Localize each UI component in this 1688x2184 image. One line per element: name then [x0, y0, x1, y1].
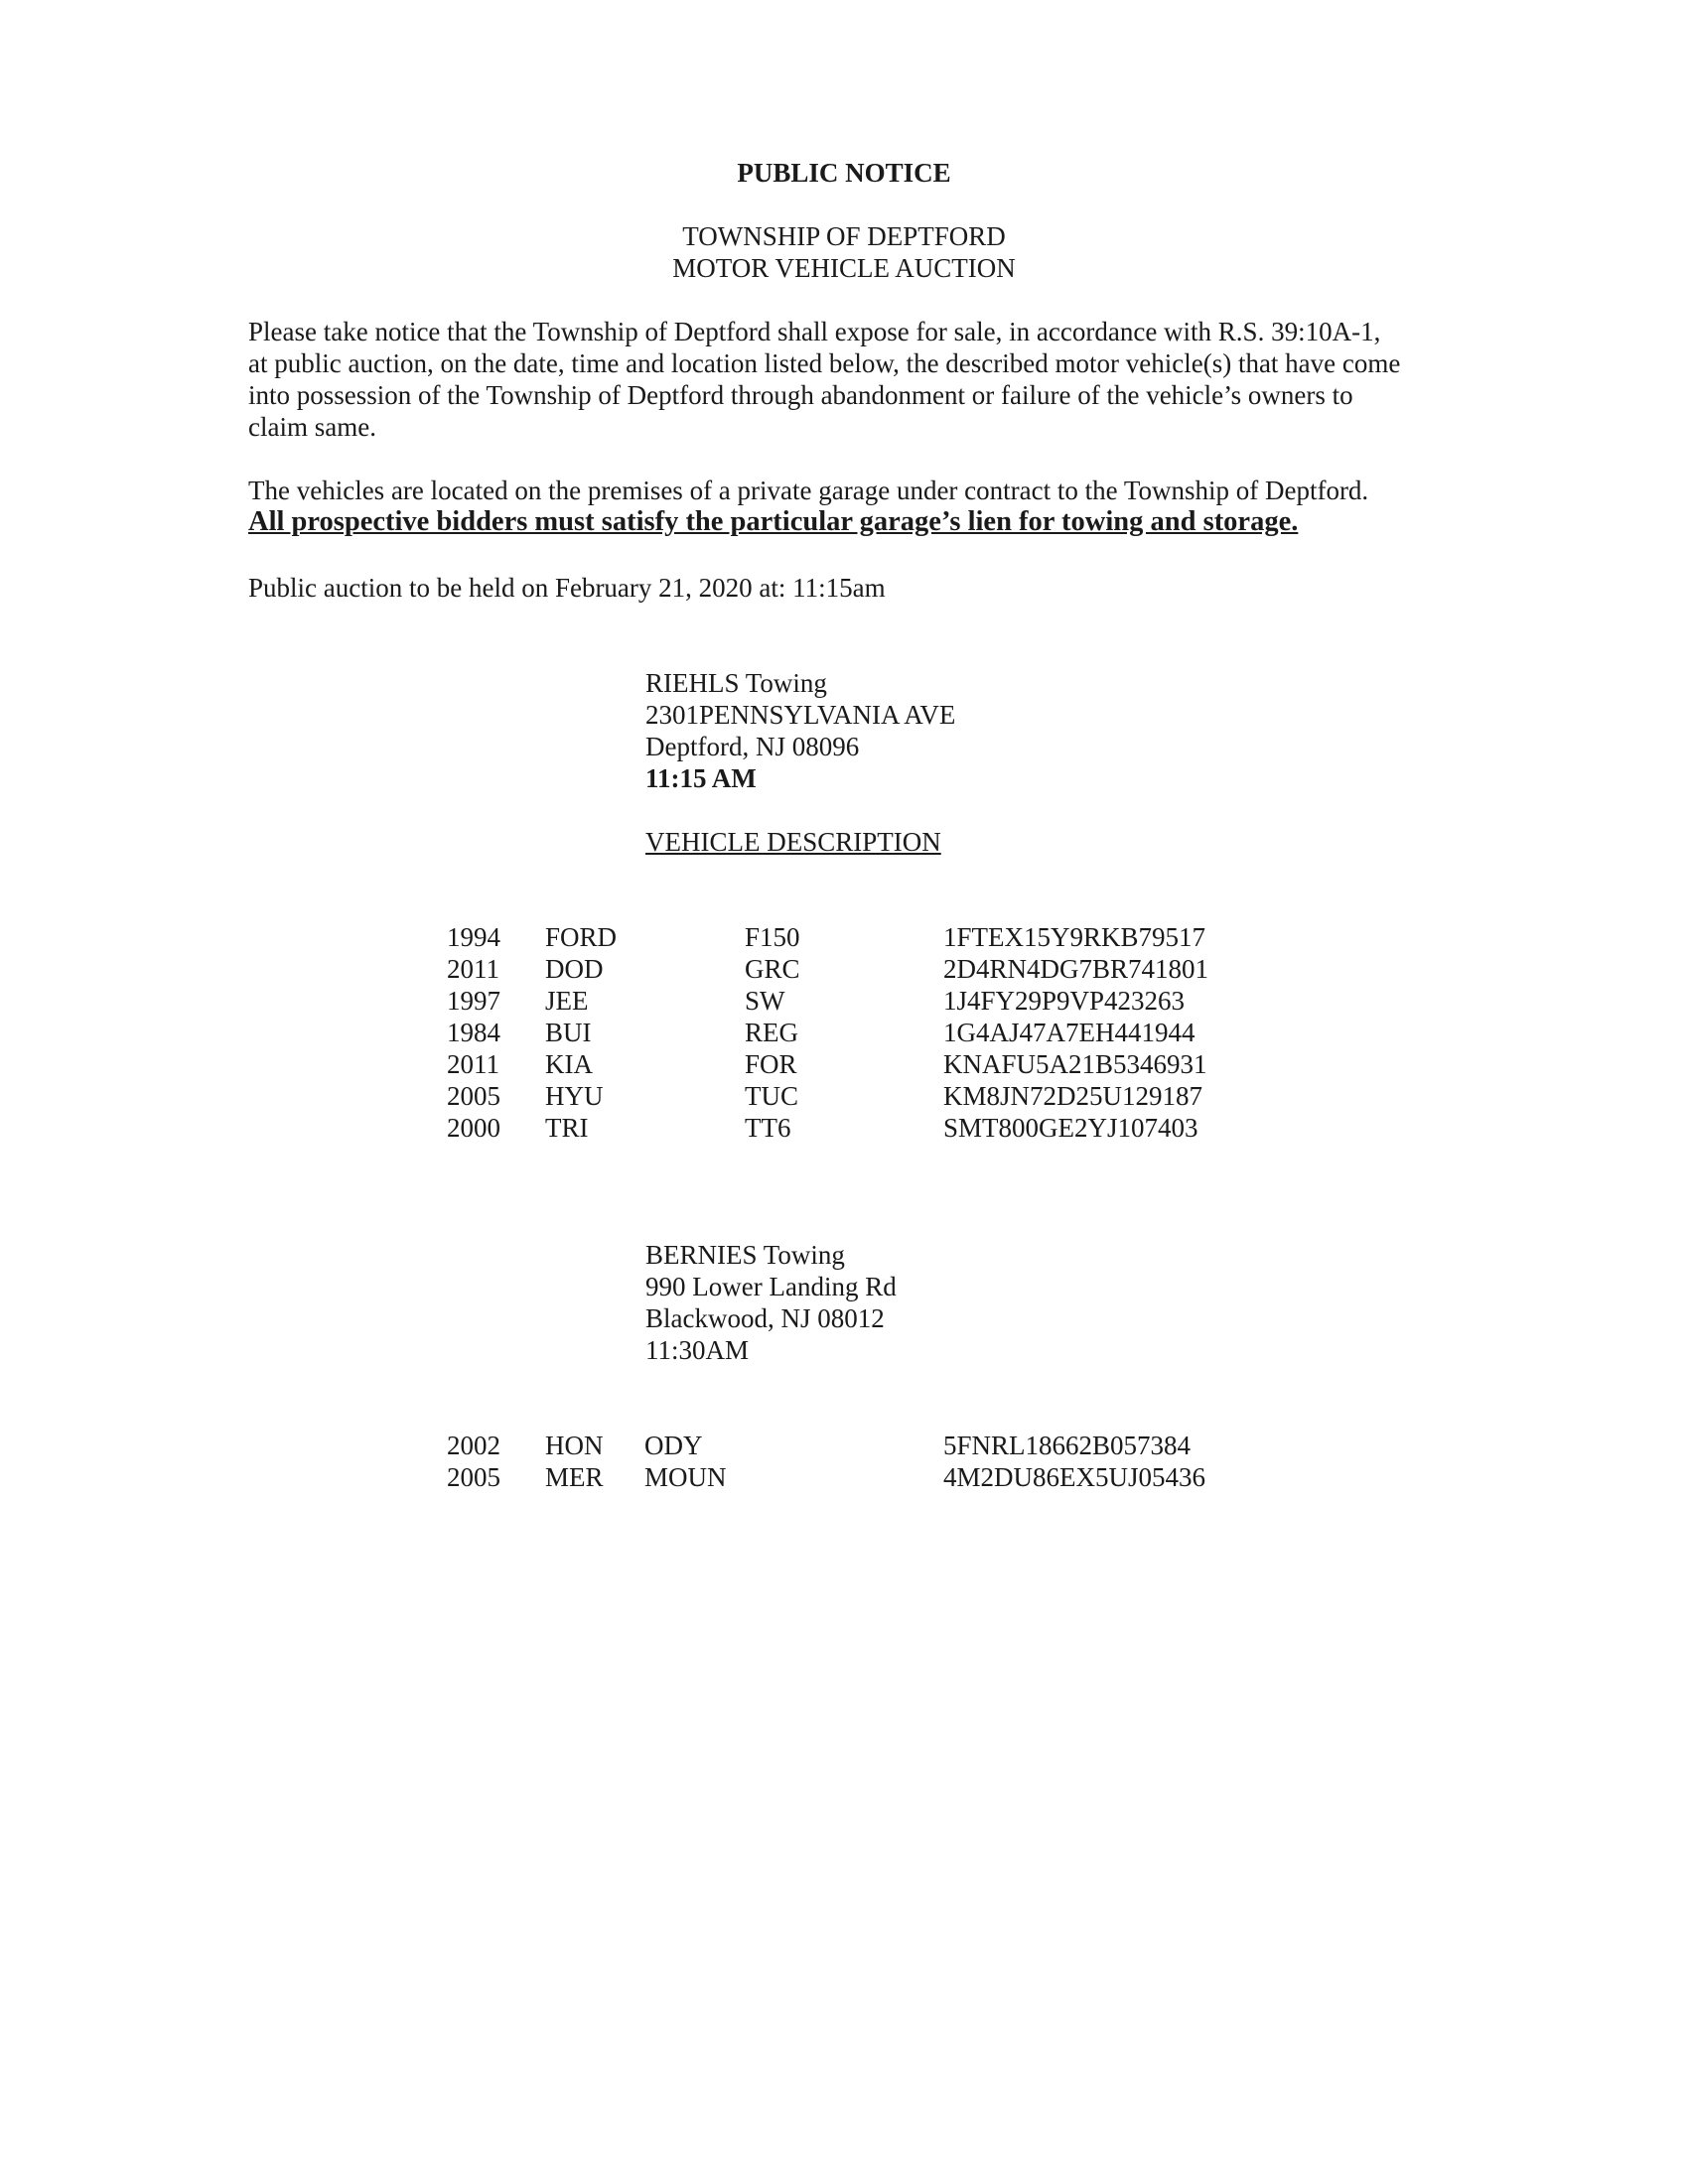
vehicle-row — [0, 1430, 1688, 1461]
garage-name: BERNIES Towing — [645, 1240, 845, 1270]
vehicle-model: MOUN — [644, 1462, 727, 1492]
vehicle-make: FORD — [545, 922, 618, 952]
vehicle-row — [0, 1080, 1688, 1112]
vehicle-make: BUI — [545, 1018, 592, 1047]
vehicle-year: 1997 — [447, 986, 500, 1016]
vehicle-vin: 5FNRL18662B057384 — [943, 1431, 1192, 1460]
notice-title: PUBLIC NOTICE — [737, 158, 951, 188]
vehicle-vin: 4M2DU86EX5UJ05436 — [943, 1462, 1206, 1492]
vehicle-model: GRC — [745, 954, 800, 984]
vehicle-vin: SMT800GE2YJ107403 — [943, 1113, 1198, 1143]
vehicle-year: 2000 — [447, 1113, 500, 1143]
garage-bernies — [645, 1239, 897, 1366]
vehicle-model: TT6 — [745, 1113, 791, 1143]
vehicle-year: 2005 — [447, 1462, 500, 1492]
vehicle-description-heading: VEHICLE DESCRIPTION — [645, 827, 941, 857]
garage-name: RIEHLS Towing — [645, 668, 827, 698]
vehicle-model: F150 — [745, 922, 800, 952]
notice-paragraph — [248, 316, 1460, 443]
garage-riehls — [645, 667, 955, 794]
vehicle-model: TUC — [745, 1081, 798, 1111]
garage-address: 990 Lower Landing Rd — [645, 1272, 897, 1301]
vehicle-make: HON — [545, 1431, 604, 1460]
paragraph-line: into possession of the Township of Deptford through abandonment or failure of the vehicle’s owners to — [248, 380, 1353, 410]
paragraph-line: claim same. — [248, 412, 376, 442]
vehicle-row — [0, 985, 1688, 1017]
vehicle-vin: 1FTEX15Y9RKB79517 — [943, 922, 1206, 952]
vehicle-make: HYU — [545, 1081, 604, 1111]
vehicle-model: SW — [745, 986, 785, 1016]
garage-time: 11:30AM — [645, 1335, 750, 1365]
vehicle-vin: KM8JN72D25U129187 — [943, 1081, 1203, 1111]
garage-address: 2301PENNSYLVANIA AVE — [645, 700, 956, 730]
vehicle-year: 2011 — [447, 1049, 499, 1079]
auction-heading: MOTOR VEHICLE AUCTION — [672, 253, 1016, 283]
vehicle-row — [0, 1017, 1688, 1048]
vehicle-vin: 2D4RN4DG7BR741801 — [943, 954, 1209, 984]
vehicle-year: 2011 — [447, 954, 499, 984]
auction-date-line: Public auction to be held on February 21, 2020 at: 11:15am — [248, 573, 886, 603]
garage-city: Blackwood, NJ 08012 — [645, 1303, 885, 1333]
location-paragraph: The vehicles are located on the premises of a private garage under contract to the Township of Deptford. — [248, 476, 1369, 505]
vehicle-year: 1994 — [447, 922, 500, 952]
vehicle-model: FOR — [745, 1049, 797, 1079]
vehicle-row — [0, 953, 1688, 985]
township-heading: TOWNSHIP OF DEPTFORD — [682, 221, 1006, 251]
vehicle-row — [0, 921, 1688, 953]
vehicle-list-riehls — [0, 921, 1688, 1144]
vehicle-year: 1984 — [447, 1018, 500, 1047]
vehicle-year: 2002 — [447, 1431, 500, 1460]
vehicle-row — [0, 1461, 1688, 1493]
vehicle-model: REG — [745, 1018, 798, 1047]
paragraph-line: Please take notice that the Township of Deptford shall expose for sale, in accordance with R.S. 39:10A-1, — [248, 317, 1381, 346]
vehicle-year: 2005 — [447, 1081, 500, 1111]
vehicle-row — [0, 1112, 1688, 1144]
vehicle-model: ODY — [644, 1431, 703, 1460]
paragraph-line: at public auction, on the date, time and location listed below, the described motor vehicle(s) that have come — [248, 348, 1401, 378]
vehicle-row — [0, 1048, 1688, 1080]
garage-time: 11:15 AM — [645, 763, 757, 793]
vehicle-vin: 1J4FY29P9VP423263 — [943, 986, 1186, 1016]
vehicle-vin: KNAFU5A21B5346931 — [943, 1049, 1207, 1079]
vehicle-make: KIA — [545, 1049, 593, 1079]
vehicle-vin: 1G4AJ47A7EH441944 — [943, 1018, 1196, 1047]
garage-city: Deptford, NJ 08096 — [645, 732, 860, 761]
vehicle-make: TRI — [545, 1113, 589, 1143]
bidder-lien-warning: All prospective bidders must satisfy the particular garage’s lien for towing and storage. — [248, 506, 1299, 537]
vehicle-make: JEE — [545, 986, 589, 1016]
vehicle-make: DOD — [545, 954, 604, 984]
vehicle-list-bernies — [0, 1430, 1688, 1493]
vehicle-make: MER — [545, 1462, 604, 1492]
